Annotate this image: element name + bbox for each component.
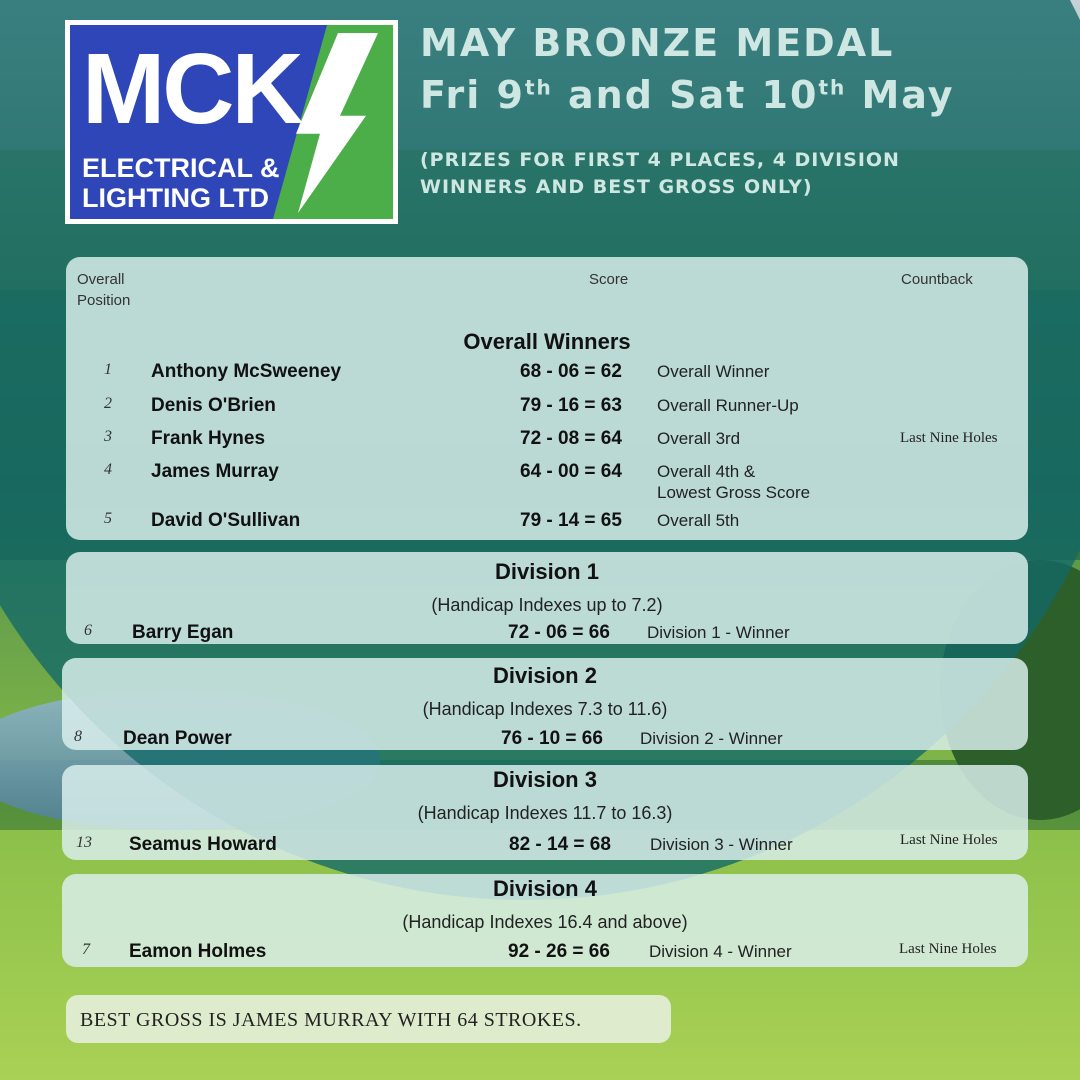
player-name: Frank Hynes [151, 428, 266, 449]
best-gross-text: BEST GROSS IS JAMES MURRAY WITH 64 STROKES. [80, 1009, 582, 1031]
position: 7 [82, 941, 90, 958]
date-sup-2: th [818, 75, 847, 100]
player-name: Denis O'Brien [151, 395, 276, 416]
division-title: Division 2 [493, 663, 597, 688]
score: 92 - 26 = 66 [508, 941, 610, 962]
header-overall-position [77, 269, 130, 311]
best-gross-banner [66, 995, 671, 1043]
header-overall-line-1: Overall [77, 271, 125, 288]
countback: Last Nine Holes [900, 430, 998, 446]
result-description [657, 461, 810, 503]
countback: Last Nine Holes [900, 832, 998, 848]
position: 5 [104, 510, 112, 527]
result-description: Overall Runner-Up [657, 396, 799, 415]
result-description: Division 4 - Winner [649, 942, 792, 961]
position: 2 [104, 395, 112, 412]
division-handicap-range: (Handicap Indexes 11.7 to 16.3) [417, 803, 673, 823]
result-row [66, 361, 1028, 389]
result-description: Division 1 - Winner [647, 623, 790, 642]
result-row [66, 395, 1028, 423]
position: 13 [76, 834, 92, 851]
score: 72 - 08 = 64 [520, 428, 622, 449]
description-line-2: Lowest Gross Score [657, 483, 811, 502]
date-sup-1: th [524, 75, 553, 100]
result-description: Overall Winner [657, 362, 770, 381]
result-description: Division 3 - Winner [650, 835, 793, 854]
result-row [62, 834, 1028, 862]
position: 3 [104, 428, 112, 445]
division-handicap-range: (Handicap Indexes 16.4 and above) [402, 912, 688, 932]
result-row [62, 941, 1028, 969]
overall-winners-panel [66, 257, 1028, 540]
sponsor-logo [65, 20, 398, 224]
division-title: Division 3 [493, 767, 597, 792]
countback: Last Nine Holes [899, 941, 997, 957]
result-description: Overall 5th [657, 511, 740, 530]
division-2-panel [62, 658, 1028, 750]
position: 4 [104, 461, 112, 478]
logo-line-1: ELECTRICAL & [82, 153, 280, 183]
player-name: Seamus Howard [129, 834, 277, 855]
logo-brand: MCK [82, 33, 301, 145]
title-line-2 [420, 72, 955, 118]
date-part-1: Fri 9 [420, 73, 525, 117]
result-row [66, 428, 1028, 456]
date-part-2: and Sat 10 [552, 73, 819, 117]
header-score: Score [589, 271, 629, 288]
header-overall-line-2: Position [77, 292, 131, 309]
prize-note: (PRIZES FOR FIRST 4 PLACES, 4 DIVISION WINNERS AND BEST GROSS ONLY) [420, 149, 900, 198]
score: 68 - 06 = 62 [520, 361, 622, 382]
result-row [66, 461, 1028, 502]
result-description: Overall 3rd [657, 429, 741, 448]
header-countback: Countback [901, 271, 973, 288]
score: 72 - 06 = 66 [508, 622, 610, 643]
overall-winners-title: Overall Winners [463, 329, 631, 354]
division-title: Division 4 [493, 876, 597, 901]
score: 76 - 10 = 66 [501, 728, 603, 749]
division-1-panel [66, 552, 1028, 644]
player-name: David O'Sullivan [151, 510, 301, 531]
player-name: Anthony McSweeney [151, 361, 342, 382]
division-title: Division 1 [495, 559, 599, 584]
event-title [420, 20, 955, 118]
result-description: Division 2 - Winner [640, 729, 783, 748]
score: 64 - 00 = 64 [520, 461, 622, 482]
result-row [66, 622, 1028, 650]
position: 1 [104, 361, 112, 378]
player-name: James Murray [151, 461, 279, 482]
player-name: Eamon Holmes [129, 941, 267, 962]
date-part-3: May [846, 73, 955, 117]
score: 79 - 16 = 63 [520, 395, 622, 416]
division-handicap-range: (Handicap Indexes 7.3 to 11.6) [422, 699, 668, 719]
score: 79 - 14 = 65 [520, 510, 622, 531]
division-4-panel [62, 874, 1028, 967]
title-line-1: MAY BRONZE MEDAL [420, 21, 895, 65]
logo-line-2: LIGHTING LTD [82, 183, 269, 213]
player-name: Dean Power [123, 728, 232, 749]
result-row [62, 728, 1028, 756]
division-handicap-range: (Handicap Indexes up to 7.2) [431, 595, 663, 615]
division-3-panel [62, 765, 1028, 860]
description-line-1: Overall 4th & [657, 462, 756, 481]
position: 8 [74, 728, 82, 745]
score: 82 - 14 = 68 [509, 834, 611, 855]
result-row [66, 510, 1028, 538]
position: 6 [84, 622, 92, 639]
player-name: Barry Egan [132, 622, 234, 643]
